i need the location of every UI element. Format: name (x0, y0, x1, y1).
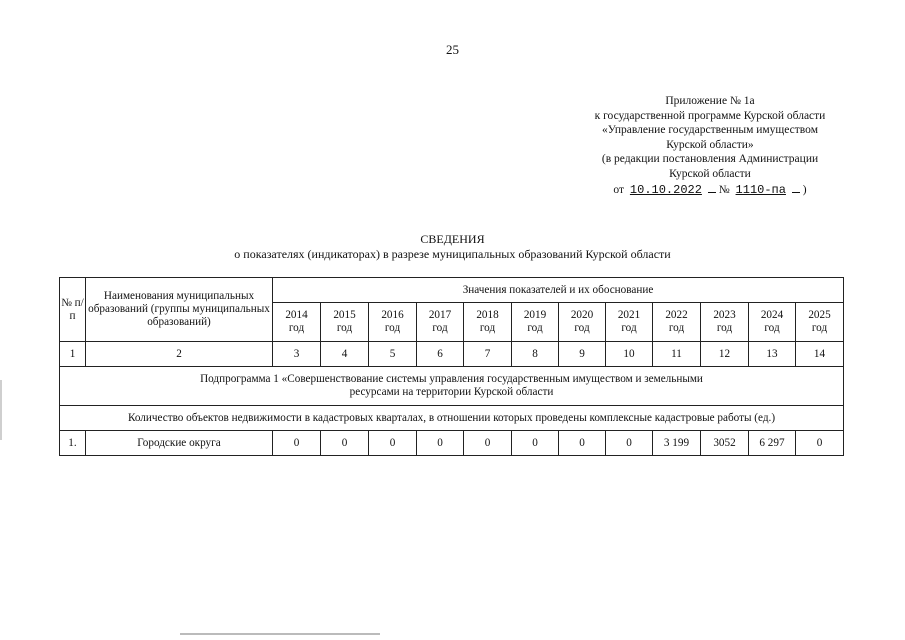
decree-closing: ) (802, 183, 807, 196)
year-header: 2019 год (512, 303, 559, 342)
appendix-line: (в редакции постановления Администрации (601, 153, 819, 166)
year-header: 2022 год (653, 303, 701, 342)
header-no: № п/п (60, 278, 86, 342)
indicator-row (60, 406, 844, 431)
decree-number-label: № (718, 183, 730, 196)
appendix-line: Курской области» (666, 138, 754, 151)
decree-line (560, 183, 860, 198)
document-title (0, 232, 905, 262)
row-name: Городские округа (86, 431, 273, 456)
column-number: 1 (60, 342, 86, 367)
header-values: Значения показателей и их обоснование (273, 278, 844, 303)
year-header: 2025 год (796, 303, 844, 342)
indicator-title: Количество объектов недвижимости в кадастровых кварталах, в отношении которых проведены комплексные кадастровые работы (ед.) (60, 406, 844, 431)
decree-number: 1110-па (735, 182, 786, 197)
decree-from-label: от (613, 183, 625, 196)
row-value: 0 (369, 431, 417, 456)
column-numbers-row (60, 342, 844, 367)
column-number: 12 (701, 342, 749, 367)
subprogram-title: Подпрограмма 1 «Совершенствование системы управления государственным имуществом и земельными ресурсами на территории Курской области (60, 367, 844, 406)
underline-gap (792, 192, 800, 193)
column-number: 8 (512, 342, 559, 367)
year-header: 2020 год (559, 303, 606, 342)
column-number: 2 (86, 342, 273, 367)
year-header: 2023 год (701, 303, 749, 342)
column-number: 10 (606, 342, 653, 367)
page-number: 25 (446, 42, 459, 57)
title-main: СВЕДЕНИЯ (420, 232, 485, 246)
row-value: 0 (464, 431, 512, 456)
year-header: 2018 год (464, 303, 512, 342)
scan-line-mark (180, 633, 380, 635)
table-row (60, 431, 844, 456)
row-value: 0 (321, 431, 369, 456)
row-value: 0 (273, 431, 321, 456)
column-number: 3 (273, 342, 321, 367)
year-header: 2016 год (369, 303, 417, 342)
column-number: 7 (464, 342, 512, 367)
row-number: 1. (60, 431, 86, 456)
scan-edge-mark (0, 380, 2, 440)
column-number: 11 (653, 342, 701, 367)
appendix-line: к государственной программе Курской области (594, 109, 826, 122)
title-sub: о показателях (индикаторах) в разрезе муниципальных образований Курской области (234, 247, 671, 261)
year-header: 2015 год (321, 303, 369, 342)
appendix-line: Курской области (669, 167, 751, 180)
column-number: 5 (369, 342, 417, 367)
indicators-table (59, 277, 844, 456)
header-name: Наименования муниципальных образований (группы муниципальных образований) (86, 278, 273, 342)
row-value: 0 (606, 431, 653, 456)
column-number: 4 (321, 342, 369, 367)
appendix-line: «Управление государственным имуществом (602, 124, 818, 137)
subprogram-row (60, 367, 844, 406)
year-header: 2014 год (273, 303, 321, 342)
year-header: 2017 год (417, 303, 464, 342)
row-value: 0 (559, 431, 606, 456)
column-number: 6 (417, 342, 464, 367)
row-value: 0 (796, 431, 844, 456)
row-value: 0 (512, 431, 559, 456)
appendix-line: Приложение № 1а (665, 95, 755, 107)
year-header: 2021 год (606, 303, 653, 342)
appendix-block (560, 94, 860, 197)
decree-date: 10.10.2022 (629, 182, 702, 197)
column-number: 14 (796, 342, 844, 367)
row-value: 3 199 (653, 431, 701, 456)
year-header: 2024 год (749, 303, 796, 342)
column-number: 9 (559, 342, 606, 367)
column-number: 13 (749, 342, 796, 367)
row-value: 3052 (701, 431, 749, 456)
row-value: 0 (417, 431, 464, 456)
row-value: 6 297 (749, 431, 796, 456)
underline-gap (708, 192, 716, 193)
